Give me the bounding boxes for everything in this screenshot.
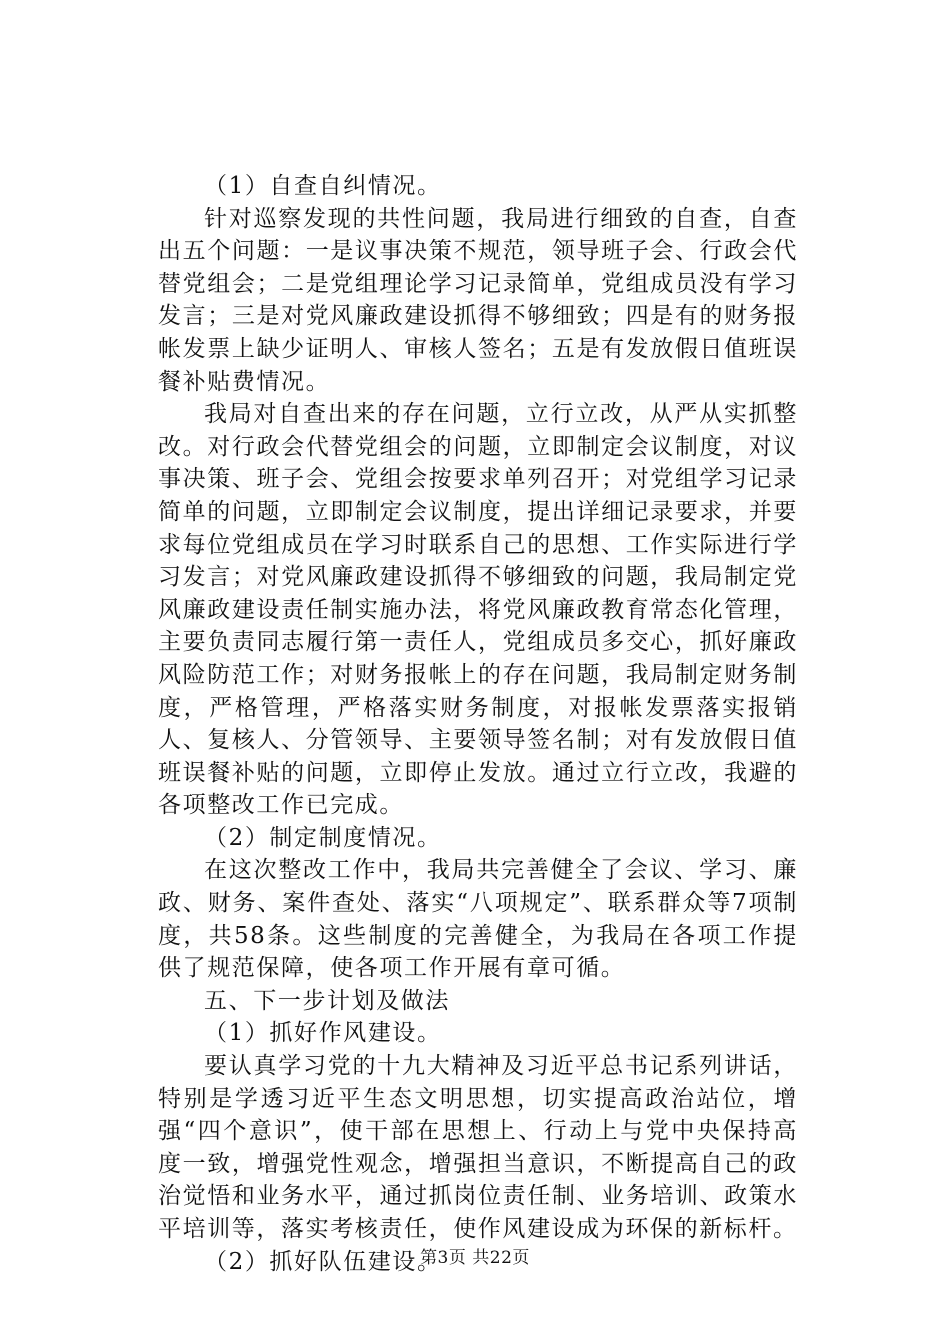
subheading-self-inspection: （1）自查自纠情况。: [204, 173, 442, 199]
section-heading-next-steps: 五、下一步计划及做法: [204, 987, 450, 1014]
paragraph-work-style: 要认真学习党的十九大精神及习近平总书记系列讲话，特别是学透习近平生态文明思想，切实提高政治站位，增强“四个意识”，使干部在思想上、行动上与党中央保持高度一致，增强党性观念，增强担当意识，不断提高自己的政治觉悟和业务水平，通过抓岗位责任制、业务培训、政策水平培训等，落实考核责任，使作风建设成为环保的新标杆。: [158, 1053, 798, 1242]
paragraph-rules: 在这次整改工作中，我局共完善健全了会议、学习、廉政、财务、案件查处、落实“八项规定”、联系群众等7项制度，共58条。这些制度的完善健全，为我局在各项工作提供了规范保障，使各项工作开展有章可循。: [158, 857, 798, 982]
paragraph-inspection-problems: 针对巡察发现的共性问题，我局进行细致的自查，自查出五个问题：一是议事决策不规范，领导班子会、行政会代替党组会；二是党组理论学习记录简单，党组成员没有学习发言；三是对党风廉政建设抓得不够细致；四是有的财务报帐发票上缺少证明人、审核人签名；五是有发放假日值班误餐补贴费情况。: [158, 205, 798, 395]
page-number-footer: 第3页 共22页: [420, 1248, 530, 1268]
subheading-work-style: （1）抓好作风建设。: [204, 1020, 442, 1047]
subheading-rules-formulation: （2）制定制度情况。: [204, 824, 442, 851]
subheading-team-building: （2）抓好队伍建设。: [204, 1248, 442, 1275]
paragraph-rectification: 我局对自查出来的存在问题，立行立改，从严从实抓整改。对行政会代替党组会的问题，立即制定会议制度，对议事决策、班子会、党组会按要求单列召开；对党组学习记录简单的问题，立即制定会议制度，提出详细记录要求，并要求每位党组成员在学习时联系自己的思想、工作实际进行学习发言；对党风廉政建设抓得不够细致的问题，我局制定党风廉政建设责任制实施办法，将党风廉政教育常态化管理，主要负责同志履行第一责任人，党组成员多交心，抓好廉政风险防范工作；对财务报帐上的存在问题，我局制定财务制度，严格管理，严格落实财务制度，对报帐发票落实报销人、复核人、分管领导、主要领导签名制；对有发放假日值班误餐补贴的问题，立即停止发放。通过立行立改，我避的各项整改工作已完成。: [158, 401, 798, 819]
document-body: [158, 170, 798, 1278]
